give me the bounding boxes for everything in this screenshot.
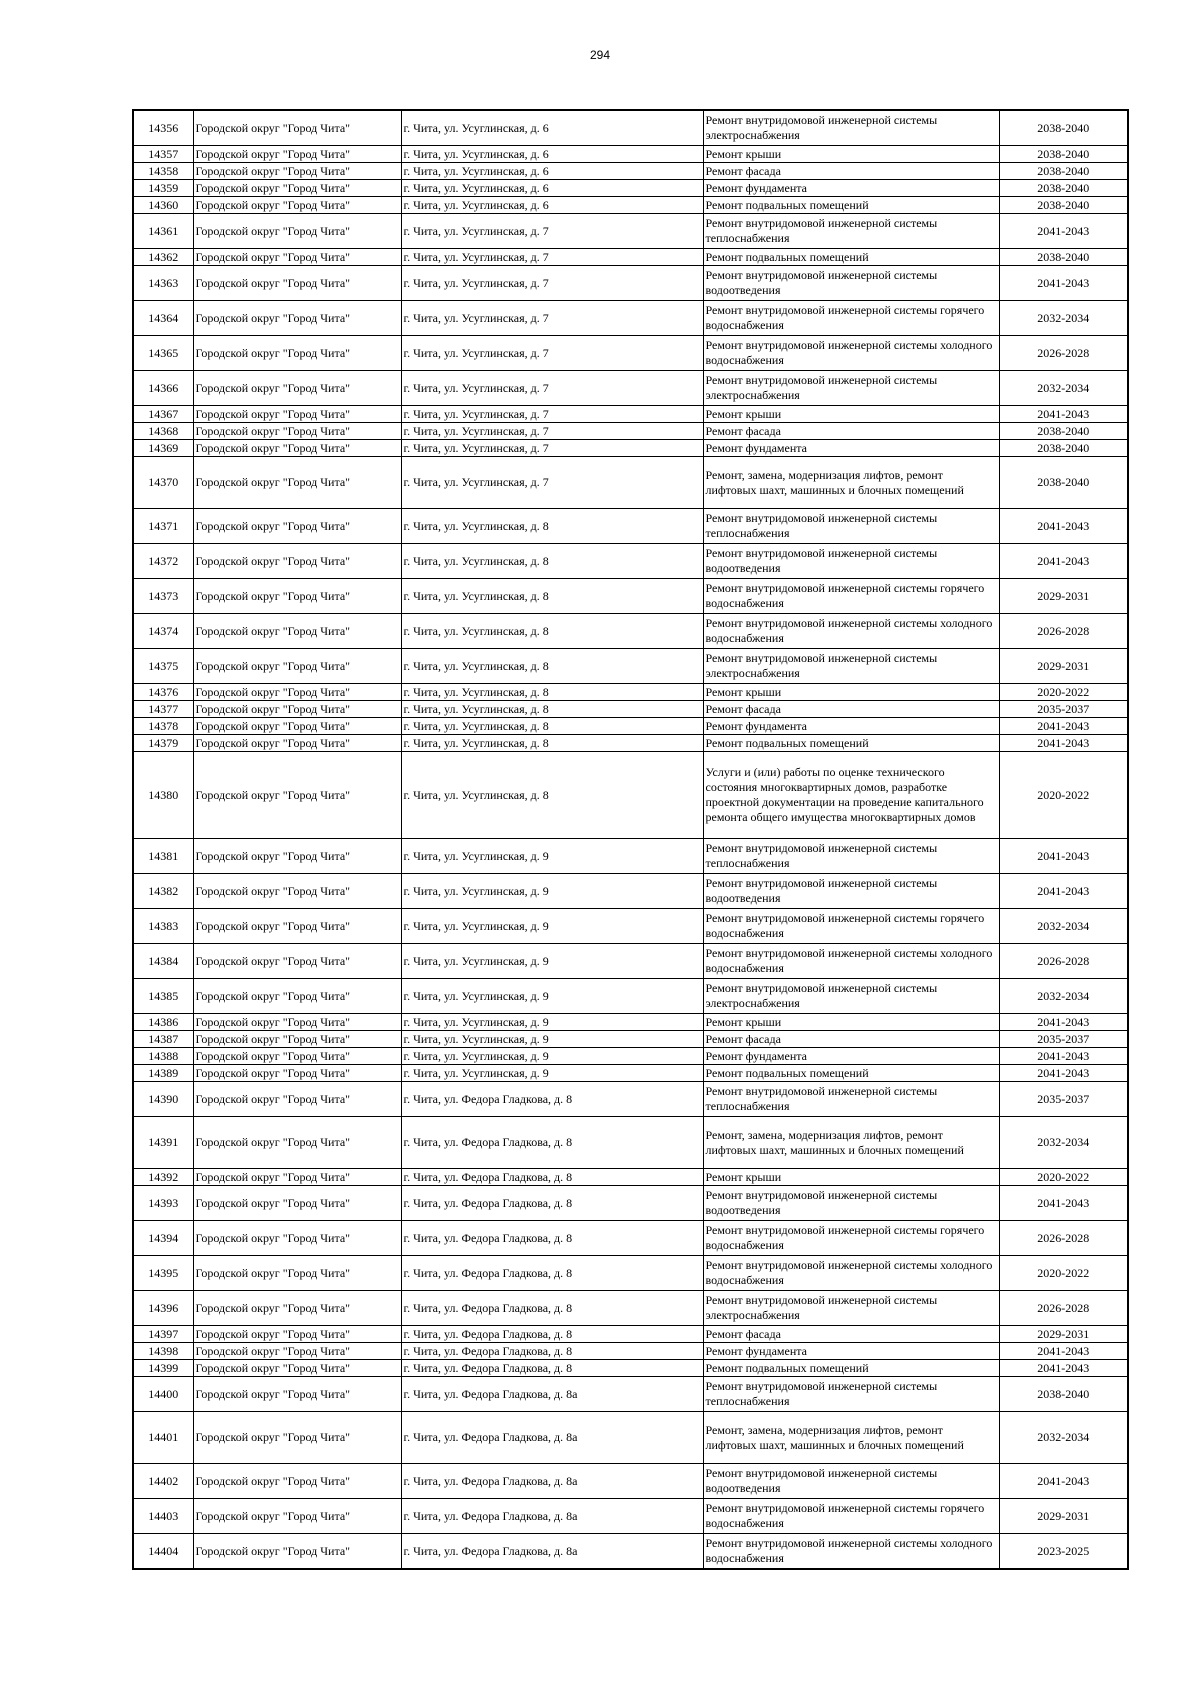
address-cell: г. Чита, ул. Федора Гладкова, д. 8а xyxy=(401,1534,703,1570)
work-type-cell: Ремонт внутридомовой инженерной системы теплоснабжения xyxy=(703,214,999,249)
row-number: 14395 xyxy=(133,1256,193,1291)
row-number: 14392 xyxy=(133,1169,193,1186)
work-type-cell: Ремонт фундамента xyxy=(703,718,999,735)
period-cell: 2038-2040 xyxy=(999,146,1128,163)
address-cell: г. Чита, ул. Усуглинская, д. 9 xyxy=(401,979,703,1014)
row-number: 14386 xyxy=(133,1014,193,1031)
municipality-cell: Городской округ "Город Чита" xyxy=(193,752,401,839)
address-cell: г. Чита, ул. Федора Гладкова, д. 8 xyxy=(401,1186,703,1221)
period-cell: 2032-2034 xyxy=(999,909,1128,944)
work-type-cell: Ремонт, замена, модернизация лифтов, ремонт лифтовых шахт, машинных и блочных помещений xyxy=(703,1117,999,1169)
period-cell: 2041-2043 xyxy=(999,509,1128,544)
address-cell: г. Чита, ул. Усуглинская, д. 8 xyxy=(401,684,703,701)
address-cell: г. Чита, ул. Усуглинская, д. 7 xyxy=(401,214,703,249)
municipality-cell: Городской округ "Город Чита" xyxy=(193,336,401,371)
period-cell: 2038-2040 xyxy=(999,423,1128,440)
period-cell: 2020-2022 xyxy=(999,752,1128,839)
address-cell: г. Чита, ул. Федора Гладкова, д. 8 xyxy=(401,1291,703,1326)
municipality-cell: Городской округ "Город Чита" xyxy=(193,544,401,579)
address-cell: г. Чита, ул. Федора Гладкова, д. 8а xyxy=(401,1377,703,1412)
address-cell: г. Чита, ул. Усуглинская, д. 6 xyxy=(401,180,703,197)
period-cell: 2038-2040 xyxy=(999,249,1128,266)
row-number: 14390 xyxy=(133,1082,193,1117)
period-cell: 2041-2043 xyxy=(999,874,1128,909)
period-cell: 2029-2031 xyxy=(999,1326,1128,1343)
municipality-cell: Городской округ "Город Чита" xyxy=(193,701,401,718)
work-type-cell: Ремонт внутридомовой инженерной системы теплоснабжения xyxy=(703,839,999,874)
municipality-cell: Городской округ "Город Чита" xyxy=(193,440,401,457)
work-type-cell: Ремонт, замена, модернизация лифтов, ремонт лифтовых шахт, машинных и блочных помещений xyxy=(703,457,999,509)
address-cell: г. Чита, ул. Усуглинская, д. 7 xyxy=(401,440,703,457)
period-cell: 2020-2022 xyxy=(999,1256,1128,1291)
work-type-cell: Ремонт внутридомовой инженерной системы горячего водоснабжения xyxy=(703,909,999,944)
address-cell: г. Чита, ул. Усуглинская, д. 9 xyxy=(401,874,703,909)
row-number: 14402 xyxy=(133,1464,193,1499)
municipality-cell: Городской округ "Город Чита" xyxy=(193,1499,401,1534)
row-number: 14382 xyxy=(133,874,193,909)
table-row xyxy=(133,839,1128,874)
address-cell: г. Чита, ул. Усуглинская, д. 8 xyxy=(401,718,703,735)
address-cell: г. Чита, ул. Усуглинская, д. 6 xyxy=(401,163,703,180)
work-type-cell: Ремонт, замена, модернизация лифтов, ремонт лифтовых шахт, машинных и блочных помещений xyxy=(703,1412,999,1464)
work-type-cell: Услуги и (или) работы по оценке технического состояния многоквартирных домов, разработке проектной документации на проведение капитального ремонта общего имущества многоквартирных домов xyxy=(703,752,999,839)
municipality-cell: Городской округ "Город Чита" xyxy=(193,406,401,423)
municipality-cell: Городской округ "Город Чита" xyxy=(193,614,401,649)
table-row xyxy=(133,944,1128,979)
address-cell: г. Чита, ул. Усуглинская, д. 7 xyxy=(401,406,703,423)
municipality-cell: Городской округ "Город Чита" xyxy=(193,1343,401,1360)
work-type-cell: Ремонт крыши xyxy=(703,1014,999,1031)
table-row xyxy=(133,336,1128,371)
work-type-cell: Ремонт внутридомовой инженерной системы электроснабжения xyxy=(703,1291,999,1326)
address-cell: г. Чита, ул. Усуглинская, д. 9 xyxy=(401,1014,703,1031)
table-row xyxy=(133,266,1128,301)
municipality-cell: Городской округ "Город Чита" xyxy=(193,1014,401,1031)
address-cell: г. Чита, ул. Усуглинская, д. 8 xyxy=(401,735,703,752)
work-type-cell: Ремонт внутридомовой инженерной системы электроснабжения xyxy=(703,110,999,146)
work-type-cell: Ремонт фасада xyxy=(703,1326,999,1343)
table-row xyxy=(133,1082,1128,1117)
period-cell: 2023-2025 xyxy=(999,1534,1128,1570)
period-cell: 2041-2043 xyxy=(999,839,1128,874)
address-cell: г. Чита, ул. Федора Гладкова, д. 8 xyxy=(401,1360,703,1377)
municipality-cell: Городской округ "Город Чита" xyxy=(193,909,401,944)
period-cell: 2038-2040 xyxy=(999,1377,1128,1412)
address-cell: г. Чита, ул. Усуглинская, д. 9 xyxy=(401,839,703,874)
address-cell: г. Чита, ул. Усуглинская, д. 9 xyxy=(401,1031,703,1048)
address-cell: г. Чита, ул. Федора Гладкова, д. 8 xyxy=(401,1082,703,1117)
row-number: 14372 xyxy=(133,544,193,579)
row-number: 14377 xyxy=(133,701,193,718)
table-row xyxy=(133,406,1128,423)
period-cell: 2041-2043 xyxy=(999,266,1128,301)
work-type-cell: Ремонт внутридомовой инженерной системы горячего водоснабжения xyxy=(703,1499,999,1534)
table-row xyxy=(133,649,1128,684)
row-number: 14379 xyxy=(133,735,193,752)
table-row xyxy=(133,1117,1128,1169)
period-cell: 2032-2034 xyxy=(999,301,1128,336)
row-number: 14400 xyxy=(133,1377,193,1412)
table-row xyxy=(133,1291,1128,1326)
period-cell: 2038-2040 xyxy=(999,457,1128,509)
row-number: 14375 xyxy=(133,649,193,684)
work-type-cell: Ремонт внутридомовой инженерной системы водоотведения xyxy=(703,1464,999,1499)
table-row xyxy=(133,1534,1128,1570)
page-number: 294 xyxy=(589,48,611,62)
municipality-cell: Городской округ "Город Чита" xyxy=(193,1326,401,1343)
table-row xyxy=(133,1326,1128,1343)
municipality-cell: Городской округ "Город Чита" xyxy=(193,266,401,301)
row-number: 14389 xyxy=(133,1065,193,1082)
table-row xyxy=(133,979,1128,1014)
address-cell: г. Чита, ул. Усуглинская, д. 7 xyxy=(401,301,703,336)
work-type-cell: Ремонт внутридомовой инженерной системы водоотведения xyxy=(703,874,999,909)
work-type-cell: Ремонт внутридомовой инженерной системы горячего водоснабжения xyxy=(703,579,999,614)
work-type-cell: Ремонт внутридомовой инженерной системы водоотведения xyxy=(703,1186,999,1221)
municipality-cell: Городской округ "Город Чита" xyxy=(193,110,401,146)
table-row xyxy=(133,249,1128,266)
row-number: 14378 xyxy=(133,718,193,735)
address-cell: г. Чита, ул. Федора Гладкова, д. 8а xyxy=(401,1412,703,1464)
period-cell: 2041-2043 xyxy=(999,544,1128,579)
row-number: 14391 xyxy=(133,1117,193,1169)
row-number: 14359 xyxy=(133,180,193,197)
row-number: 14356 xyxy=(133,110,193,146)
period-cell: 2041-2043 xyxy=(999,1343,1128,1360)
work-type-cell: Ремонт подвальных помещений xyxy=(703,1360,999,1377)
work-type-cell: Ремонт фасада xyxy=(703,163,999,180)
work-type-cell: Ремонт фасада xyxy=(703,423,999,440)
row-number: 14394 xyxy=(133,1221,193,1256)
municipality-cell: Городской округ "Город Чита" xyxy=(193,197,401,214)
address-cell: г. Чита, ул. Усуглинская, д. 8 xyxy=(401,544,703,579)
period-cell: 2041-2043 xyxy=(999,718,1128,735)
row-number: 14360 xyxy=(133,197,193,214)
work-type-cell: Ремонт внутридомовой инженерной системы электроснабжения xyxy=(703,649,999,684)
work-type-cell: Ремонт крыши xyxy=(703,406,999,423)
row-number: 14401 xyxy=(133,1412,193,1464)
period-cell: 2029-2031 xyxy=(999,649,1128,684)
period-cell: 2041-2043 xyxy=(999,1014,1128,1031)
municipality-cell: Городской округ "Город Чита" xyxy=(193,371,401,406)
municipality-cell: Городской округ "Город Чита" xyxy=(193,1534,401,1570)
table-row xyxy=(133,735,1128,752)
period-cell: 2035-2037 xyxy=(999,1031,1128,1048)
municipality-cell: Городской округ "Город Чита" xyxy=(193,509,401,544)
row-number: 14357 xyxy=(133,146,193,163)
work-type-cell: Ремонт подвальных помещений xyxy=(703,249,999,266)
period-cell: 2041-2043 xyxy=(999,214,1128,249)
table-row xyxy=(133,1499,1128,1534)
row-number: 14366 xyxy=(133,371,193,406)
table-row xyxy=(133,1256,1128,1291)
period-cell: 2038-2040 xyxy=(999,180,1128,197)
municipality-cell: Городской округ "Город Чита" xyxy=(193,944,401,979)
address-cell: г. Чита, ул. Усуглинская, д. 8 xyxy=(401,701,703,718)
municipality-cell: Городской округ "Город Чита" xyxy=(193,735,401,752)
row-number: 14404 xyxy=(133,1534,193,1570)
municipality-cell: Городской округ "Город Чита" xyxy=(193,1360,401,1377)
row-number: 14398 xyxy=(133,1343,193,1360)
table-row xyxy=(133,509,1128,544)
address-cell: г. Чита, ул. Усуглинская, д. 7 xyxy=(401,336,703,371)
period-cell: 2041-2043 xyxy=(999,406,1128,423)
municipality-cell: Городской округ "Город Чита" xyxy=(193,1377,401,1412)
municipality-cell: Городской округ "Город Чита" xyxy=(193,1031,401,1048)
table-row xyxy=(133,1031,1128,1048)
table-row xyxy=(133,423,1128,440)
address-cell: г. Чита, ул. Усуглинская, д. 8 xyxy=(401,579,703,614)
municipality-cell: Городской округ "Город Чита" xyxy=(193,839,401,874)
municipality-cell: Городской округ "Город Чита" xyxy=(193,1464,401,1499)
period-cell: 2035-2037 xyxy=(999,701,1128,718)
table-row xyxy=(133,301,1128,336)
work-type-cell: Ремонт внутридомовой инженерной системы теплоснабжения xyxy=(703,509,999,544)
municipality-cell: Городской округ "Город Чита" xyxy=(193,1048,401,1065)
period-cell: 2020-2022 xyxy=(999,1169,1128,1186)
work-type-cell: Ремонт внутридомовой инженерной системы холодного водоснабжения xyxy=(703,336,999,371)
municipality-cell: Городской округ "Город Чита" xyxy=(193,1169,401,1186)
table-row xyxy=(133,371,1128,406)
row-number: 14393 xyxy=(133,1186,193,1221)
table-row xyxy=(133,110,1128,146)
row-number: 14385 xyxy=(133,979,193,1014)
table-row xyxy=(133,146,1128,163)
table-row xyxy=(133,1048,1128,1065)
municipality-cell: Городской округ "Город Чита" xyxy=(193,180,401,197)
row-number: 14371 xyxy=(133,509,193,544)
address-cell: г. Чита, ул. Федора Гладкова, д. 8 xyxy=(401,1326,703,1343)
municipality-cell: Городской округ "Город Чита" xyxy=(193,249,401,266)
municipality-cell: Городской округ "Город Чита" xyxy=(193,146,401,163)
row-number: 14396 xyxy=(133,1291,193,1326)
row-number: 14364 xyxy=(133,301,193,336)
period-cell: 2041-2043 xyxy=(999,1048,1128,1065)
address-cell: г. Чита, ул. Федора Гладкова, д. 8 xyxy=(401,1117,703,1169)
address-cell: г. Чита, ул. Усуглинская, д. 7 xyxy=(401,249,703,266)
table-row xyxy=(133,1377,1128,1412)
table-row xyxy=(133,1221,1128,1256)
period-cell: 2032-2034 xyxy=(999,979,1128,1014)
municipality-cell: Городской округ "Город Чита" xyxy=(193,1065,401,1082)
period-cell: 2038-2040 xyxy=(999,110,1128,146)
municipality-cell: Городской округ "Город Чита" xyxy=(193,579,401,614)
municipality-cell: Городской округ "Город Чита" xyxy=(193,684,401,701)
period-cell: 2038-2040 xyxy=(999,440,1128,457)
period-cell: 2026-2028 xyxy=(999,944,1128,979)
address-cell: г. Чита, ул. Федора Гладкова, д. 8 xyxy=(401,1221,703,1256)
row-number: 14383 xyxy=(133,909,193,944)
address-cell: г. Чита, ул. Усуглинская, д. 8 xyxy=(401,649,703,684)
work-type-cell: Ремонт крыши xyxy=(703,1169,999,1186)
repair-schedule-table xyxy=(132,109,1129,1570)
municipality-cell: Городской округ "Город Чита" xyxy=(193,1221,401,1256)
table-row xyxy=(133,1343,1128,1360)
address-cell: г. Чита, ул. Федора Гладкова, д. 8 xyxy=(401,1343,703,1360)
period-cell: 2026-2028 xyxy=(999,614,1128,649)
address-cell: г. Чита, ул. Усуглинская, д. 9 xyxy=(401,944,703,979)
address-cell: г. Чита, ул. Усуглинская, д. 9 xyxy=(401,1065,703,1082)
municipality-cell: Городской округ "Город Чита" xyxy=(193,214,401,249)
work-type-cell: Ремонт внутридомовой инженерной системы теплоснабжения xyxy=(703,1082,999,1117)
period-cell: 2029-2031 xyxy=(999,579,1128,614)
row-number: 14384 xyxy=(133,944,193,979)
period-cell: 2026-2028 xyxy=(999,1221,1128,1256)
table-row xyxy=(133,1065,1128,1082)
work-type-cell: Ремонт внутридомовой инженерной системы электроснабжения xyxy=(703,371,999,406)
address-cell: г. Чита, ул. Усуглинская, д. 6 xyxy=(401,197,703,214)
municipality-cell: Городской округ "Город Чита" xyxy=(193,1412,401,1464)
address-cell: г. Чита, ул. Усуглинская, д. 8 xyxy=(401,752,703,839)
row-number: 14368 xyxy=(133,423,193,440)
period-cell: 2041-2043 xyxy=(999,1186,1128,1221)
period-cell: 2041-2043 xyxy=(999,1065,1128,1082)
municipality-cell: Городской округ "Город Чита" xyxy=(193,979,401,1014)
work-type-cell: Ремонт внутридомовой инженерной системы холодного водоснабжения xyxy=(703,614,999,649)
row-number: 14387 xyxy=(133,1031,193,1048)
municipality-cell: Городской округ "Город Чита" xyxy=(193,649,401,684)
work-type-cell: Ремонт внутридомовой инженерной системы водоотведения xyxy=(703,544,999,579)
work-type-cell: Ремонт фасада xyxy=(703,701,999,718)
row-number: 14381 xyxy=(133,839,193,874)
period-cell: 2032-2034 xyxy=(999,371,1128,406)
period-cell: 2026-2028 xyxy=(999,1291,1128,1326)
row-number: 14358 xyxy=(133,163,193,180)
table-row xyxy=(133,1169,1128,1186)
address-cell: г. Чита, ул. Усуглинская, д. 9 xyxy=(401,909,703,944)
table-row xyxy=(133,180,1128,197)
work-type-cell: Ремонт фундамента xyxy=(703,440,999,457)
work-type-cell: Ремонт подвальных помещений xyxy=(703,1065,999,1082)
work-type-cell: Ремонт фундамента xyxy=(703,180,999,197)
period-cell: 2032-2034 xyxy=(999,1412,1128,1464)
work-type-cell: Ремонт фундамента xyxy=(703,1343,999,1360)
municipality-cell: Городской округ "Город Чита" xyxy=(193,718,401,735)
municipality-cell: Городской округ "Город Чита" xyxy=(193,1082,401,1117)
municipality-cell: Городской округ "Город Чита" xyxy=(193,301,401,336)
table-row xyxy=(133,909,1128,944)
table-row xyxy=(133,1464,1128,1499)
address-cell: г. Чита, ул. Усуглинская, д. 7 xyxy=(401,457,703,509)
address-cell: г. Чита, ул. Усуглинская, д. 6 xyxy=(401,110,703,146)
row-number: 14365 xyxy=(133,336,193,371)
address-cell: г. Чита, ул. Федора Гладкова, д. 8 xyxy=(401,1256,703,1291)
period-cell: 2020-2022 xyxy=(999,684,1128,701)
period-cell: 2032-2034 xyxy=(999,1117,1128,1169)
municipality-cell: Городской округ "Город Чита" xyxy=(193,874,401,909)
table-row xyxy=(133,579,1128,614)
table-row xyxy=(133,544,1128,579)
table-row xyxy=(133,718,1128,735)
municipality-cell: Городской округ "Город Чита" xyxy=(193,457,401,509)
address-cell: г. Чита, ул. Усуглинская, д. 8 xyxy=(401,614,703,649)
row-number: 14399 xyxy=(133,1360,193,1377)
table-row xyxy=(133,197,1128,214)
row-number: 14363 xyxy=(133,266,193,301)
period-cell: 2038-2040 xyxy=(999,163,1128,180)
address-cell: г. Чита, ул. Усуглинская, д. 7 xyxy=(401,423,703,440)
work-type-cell: Ремонт подвальных помещений xyxy=(703,197,999,214)
period-cell: 2041-2043 xyxy=(999,1360,1128,1377)
table-row xyxy=(133,752,1128,839)
row-number: 14370 xyxy=(133,457,193,509)
work-type-cell: Ремонт внутридомовой инженерной системы электроснабжения xyxy=(703,979,999,1014)
table-row xyxy=(133,1186,1128,1221)
row-number: 14373 xyxy=(133,579,193,614)
table-row xyxy=(133,163,1128,180)
period-cell: 2029-2031 xyxy=(999,1499,1128,1534)
table-row xyxy=(133,1014,1128,1031)
period-cell: 2041-2043 xyxy=(999,1464,1128,1499)
work-type-cell: Ремонт внутридомовой инженерной системы теплоснабжения xyxy=(703,1377,999,1412)
municipality-cell: Городской округ "Город Чита" xyxy=(193,163,401,180)
work-type-cell: Ремонт подвальных помещений xyxy=(703,735,999,752)
address-cell: г. Чита, ул. Усуглинская, д. 9 xyxy=(401,1048,703,1065)
row-number: 14376 xyxy=(133,684,193,701)
table-row xyxy=(133,684,1128,701)
work-type-cell: Ремонт крыши xyxy=(703,146,999,163)
address-cell: г. Чита, ул. Усуглинская, д. 7 xyxy=(401,266,703,301)
row-number: 14374 xyxy=(133,614,193,649)
row-number: 14362 xyxy=(133,249,193,266)
table-row xyxy=(133,1360,1128,1377)
table-row xyxy=(133,214,1128,249)
work-type-cell: Ремонт внутридомовой инженерной системы холодного водоснабжения xyxy=(703,1256,999,1291)
municipality-cell: Городской округ "Город Чита" xyxy=(193,1186,401,1221)
period-cell: 2035-2037 xyxy=(999,1082,1128,1117)
work-type-cell: Ремонт внутридомовой инженерной системы водоотведения xyxy=(703,266,999,301)
address-cell: г. Чита, ул. Федора Гладкова, д. 8а xyxy=(401,1499,703,1534)
row-number: 14367 xyxy=(133,406,193,423)
work-type-cell: Ремонт фасада xyxy=(703,1031,999,1048)
period-cell: 2026-2028 xyxy=(999,336,1128,371)
municipality-cell: Городской округ "Город Чита" xyxy=(193,1291,401,1326)
address-cell: г. Чита, ул. Федора Гладкова, д. 8а xyxy=(401,1464,703,1499)
work-type-cell: Ремонт внутридомовой инженерной системы холодного водоснабжения xyxy=(703,944,999,979)
work-type-cell: Ремонт внутридомовой инженерной системы холодного водоснабжения xyxy=(703,1534,999,1570)
address-cell: г. Чита, ул. Усуглинская, д. 8 xyxy=(401,509,703,544)
row-number: 14369 xyxy=(133,440,193,457)
row-number: 14397 xyxy=(133,1326,193,1343)
work-type-cell: Ремонт внутридомовой инженерной системы горячего водоснабжения xyxy=(703,1221,999,1256)
municipality-cell: Городской округ "Город Чита" xyxy=(193,423,401,440)
municipality-cell: Городской округ "Город Чита" xyxy=(193,1256,401,1291)
table-row xyxy=(133,440,1128,457)
period-cell: 2041-2043 xyxy=(999,735,1128,752)
row-number: 14380 xyxy=(133,752,193,839)
row-number: 14403 xyxy=(133,1499,193,1534)
work-type-cell: Ремонт фундамента xyxy=(703,1048,999,1065)
table-row xyxy=(133,701,1128,718)
table-row xyxy=(133,874,1128,909)
table-row xyxy=(133,457,1128,509)
address-cell: г. Чита, ул. Усуглинская, д. 6 xyxy=(401,146,703,163)
address-cell: г. Чита, ул. Усуглинская, д. 7 xyxy=(401,371,703,406)
table-row xyxy=(133,614,1128,649)
period-cell: 2038-2040 xyxy=(999,197,1128,214)
table-row xyxy=(133,1412,1128,1464)
work-type-cell: Ремонт внутридомовой инженерной системы горячего водоснабжения xyxy=(703,301,999,336)
work-type-cell: Ремонт крыши xyxy=(703,684,999,701)
row-number: 14388 xyxy=(133,1048,193,1065)
address-cell: г. Чита, ул. Федора Гладкова, д. 8 xyxy=(401,1169,703,1186)
municipality-cell: Городской округ "Город Чита" xyxy=(193,1117,401,1169)
row-number: 14361 xyxy=(133,214,193,249)
